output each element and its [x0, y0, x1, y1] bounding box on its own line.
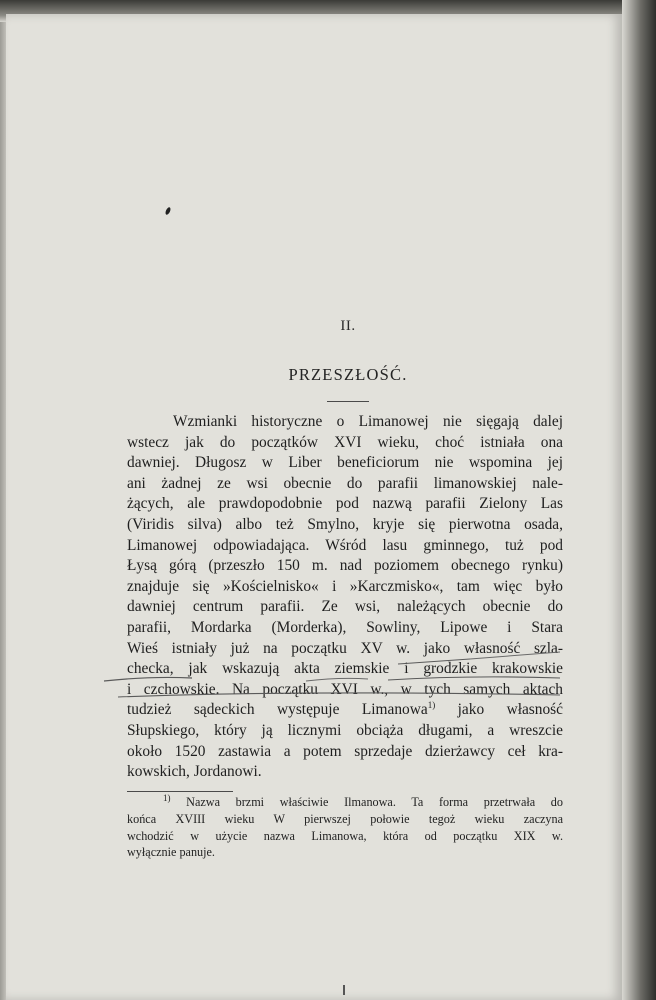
paragraph-line: Słupskiego, który ją licznymi obciąża długami, a wreszcie: [127, 721, 563, 739]
paragraph-line: około 1520 zastawia a potem sprzedaje dzierżawcy ceł kra-: [127, 742, 563, 760]
paragraph-line: parafii, Mordarka (Morderka), Sowliny, Lipowe i Stara: [127, 618, 563, 636]
paragraph-line: Łysą górą (przeszło 150 m. nad poziomem obecnego rynku): [127, 557, 563, 575]
paragraph-line: (Viridis silva) albo też Smylno, kryje się pierwotna osada,: [127, 515, 563, 533]
body-paragraph: [127, 412, 563, 783]
footnote-line: końca XVIII wieku W pierwszej połowie tegoż wieku zaczyna: [127, 811, 563, 826]
paragraph-line-end: jako własność: [435, 701, 563, 719]
paragraph-line: Wzmianki historyczne o Limanowej nie sięgają dalej: [173, 413, 563, 430]
paragraph-line: kowskich, Jordanowi.: [127, 763, 262, 781]
paragraph-line: i czchowskie. Na początku XVI w., w tych samych aktach: [127, 680, 563, 698]
paragraph-line-start: tudzież sądeckich występuje Limanowa: [127, 701, 428, 719]
scan-right-edge: [622, 0, 656, 1000]
title-divider: [327, 401, 369, 402]
footnote-reference: 1): [427, 700, 436, 711]
chapter-number: II.: [340, 318, 356, 334]
paragraph-line: dawniej. Długosz w Liber beneficiorum nie wspomina jej: [127, 454, 563, 472]
paragraph-line: znajduje się »Kościelnisko« i »Karczmisko«, tam więc było: [127, 577, 563, 595]
paragraph-line: Limanowej odpowiadająca. Wśród lasu gminnego, tuż pod: [127, 536, 563, 554]
footnote-divider: [127, 791, 233, 792]
margin-mark: [343, 985, 345, 995]
footnote-line-text: Nazwa brzmi właściwie Ilmanowa. Ta forma przetrwała do: [186, 795, 563, 809]
footnote: [127, 794, 563, 861]
paragraph-line: wstecz jak do początków XVI wieku, choć istniała ona: [127, 433, 563, 451]
paragraph-line: checka, jak wskazują akta ziemskie i grodzkie krakowskie: [127, 660, 563, 678]
footnote-line: wyłącznie panuje.: [127, 845, 215, 860]
paragraph-line: ani żadnej ze wsi obecnie do parafii limanowskiej nale-: [127, 474, 563, 492]
paragraph-line: żących, ale prawdopodobnie pod nazwą parafii Zielony Las: [127, 495, 563, 513]
paragraph-line-with-note: [127, 700, 563, 721]
paragraph-line: dawniej centrum parafii. Ze wsi, należących obecnie do: [127, 598, 563, 616]
footnote-marker: 1): [163, 794, 171, 803]
footnote-line: wchodzić w użycie nazwa Limanowa, która od początku XIX w.: [127, 828, 563, 843]
paragraph-line: Wieś istniały już na początku XV w. jako własność szla-: [127, 639, 563, 657]
footnote-line-with-marker: [127, 794, 563, 811]
chapter-title: PRZESZŁOŚĆ.: [288, 365, 408, 384]
